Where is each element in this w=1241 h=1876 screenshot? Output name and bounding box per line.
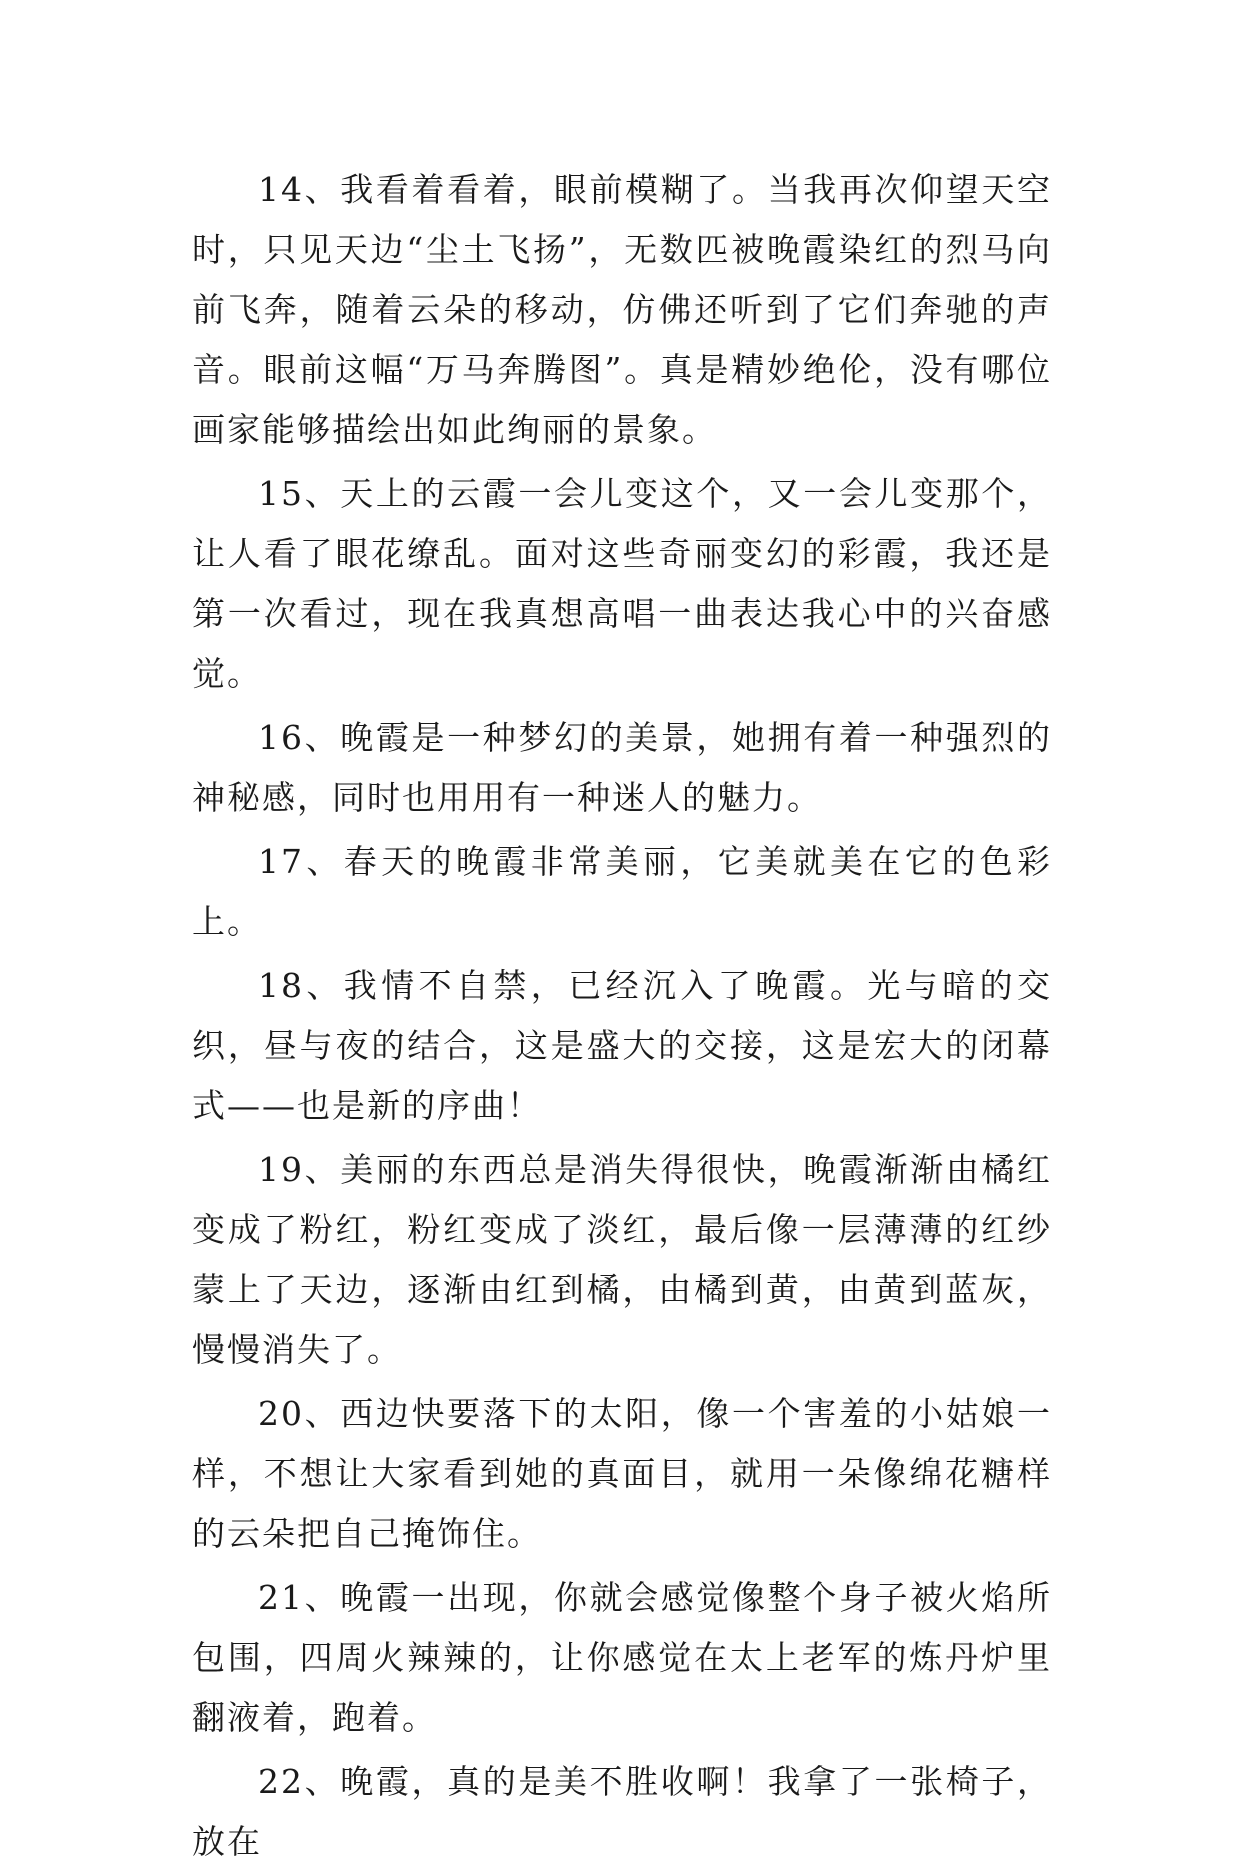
paragraph-20: 20、西边快要落下的太阳，像一个害羞的小姑娘一样，不想让大家看到她的真面目，就用一朵像绵花糖样的云朵把自己掩饰住。 xyxy=(192,1394,1052,1553)
document-body xyxy=(192,160,1052,1876)
paragraph-19: 19、美丽的东西总是消失得很快，晚霞渐渐由橘红变成了粉红，粉红变成了淡红，最后像一层薄薄的红纱蒙上了天边，逐渐由红到橘，由橘到黄，由黄到蓝灰，慢慢消失了。 xyxy=(192,1150,1052,1369)
paragraph-14: 14、我看着看着，眼前模糊了。当我再次仰望天空时，只见天边“尘土飞扬”，无数匹被晚霞染红的烈马向前飞奔，随着云朵的移动，仿佛还听到了它们奔驰的声音。眼前这幅“万马奔腾图”。真是精妙绝伦，没有哪位画家能够描绘出如此绚丽的景象。 xyxy=(192,170,1052,449)
paragraph-16: 16、晚霞是一种梦幻的美景，她拥有着一种强烈的神秘感，同时也用用有一种迷人的魅力。 xyxy=(192,718,1052,817)
paragraph-17: 17、春天的晚霞非常美丽，它美就美在它的色彩上。 xyxy=(192,842,1052,941)
paragraph-15: 15、天上的云霞一会儿变这个，又一会儿变那个，让人看了眼花缭乱。面对这些奇丽变幻的彩霞，我还是第一次看过，现在我真想高唱一曲表达我心中的兴奋感觉。 xyxy=(192,474,1052,693)
paragraph-21: 21、晚霞一出现，你就会感觉像整个身子被火焰所包围，四周火辣辣的，让你感觉在太上老军的炼丹炉里翻液着，跑着。 xyxy=(192,1578,1052,1737)
paragraph-22: 22、晚霞，真的是美不胜收啊！我拿了一张椅子，放在 xyxy=(192,1762,1052,1861)
paragraph-18: 18、我情不自禁，已经沉入了晚霞。光与暗的交织，昼与夜的结合，这是盛大的交接，这是宏大的闭幕式——也是新的序曲！ xyxy=(192,966,1052,1125)
